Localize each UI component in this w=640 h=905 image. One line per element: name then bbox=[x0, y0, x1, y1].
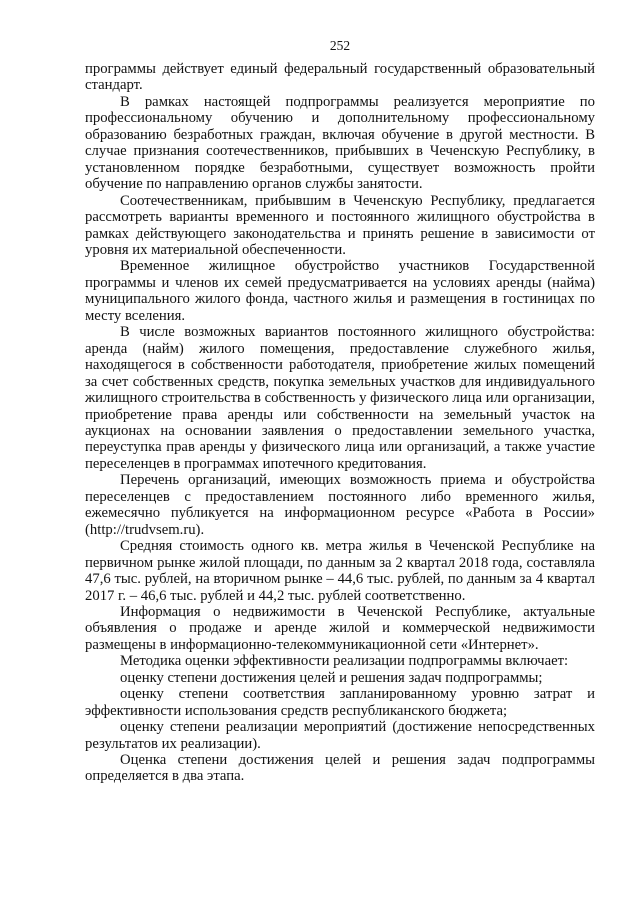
paragraph-method-item-costs: оценку степени соответствия запланированному уровню затрат и эффективности использования средств республиканского бюджета; bbox=[85, 686, 595, 719]
paragraph-organizations-list: Перечень организаций, имеющих возможность приема и обустройства переселенцев с предоставлением постоянного либо временного жилья, ежемесячно публикуется на информационном ресурсе «Работа в России» (http://trudvsem.ru). bbox=[85, 472, 595, 538]
page-number: 252 bbox=[329, 38, 351, 53]
document-page bbox=[85, 38, 595, 785]
paragraph-permanent-housing: В числе возможных вариантов постоянного жилищного обустройства: аренда (найм) жилого помещения, предоставление служебного жилья, находящегося в собственности работодателя, приобретение жилых помещений за счет собственных средств, покупка земельных участков для индивидуального жилищного строительства в собственность у физического лица или организации, приобретение права аренды или собственности на земельный участок на аукционах на основании заявления о предоставлении земельного участка, переуступка прав аренды у физического лица или организаций, а также участие переселенцев в программах ипотечного кредитования. bbox=[85, 324, 595, 472]
paragraph-real-estate-info: Информация о недвижимости в Чеченской Республике, актуальные объявления о продаже и аренде жилой и коммерческой недвижимости размещены в информационно-телекоммуникационной сети «Интернет». bbox=[85, 603, 595, 653]
paragraph-temporary-housing: Временное жилищное обустройство участников Государственной программы и членов их семей предусматривается на условиях аренды (найма) муниципального жилого фонда, частного жилья и размещения в гостиницах по месту вселения. bbox=[85, 258, 595, 324]
paragraph-methodology: Методика оценки эффективности реализации подпрограммы включает: bbox=[120, 653, 569, 670]
paragraph-housing-options: Соотечественникам, прибывшим в Чеченскую Республику, предлагается рассмотреть варианты временного и постоянного жилищного обустройства в рамках действующего законодательства и принять решение в зависимости от уровня их материальной обеспеченности. bbox=[85, 192, 595, 258]
paragraph-method-item-goals: оценку степени достижения целей и решения задач подпрограммы; bbox=[120, 669, 543, 686]
paragraph-vocational-training: В рамках настоящей подпрограммы реализуется мероприятие по профессиональному обучению и дополнительному профессиональному образованию безработных граждан, включая обучение в другой местности. В случае признания соотечественников, прибывших в Чеченскую Республику, в установленном порядке безработными, существует возможность пройти обучение по направлению органов службы занятости. bbox=[85, 93, 595, 193]
paragraph-method-item-activities: оценку степени реализации мероприятий (достижение непосредственных результатов их реализации). bbox=[85, 719, 595, 752]
paragraph-continuation: программы действует единый федеральный государственный образовательный стандарт. bbox=[85, 61, 595, 94]
paragraph-housing-cost: Средняя стоимость одного кв. метра жилья в Чеченской Республике на первичном рынке жилой площади, по данным за 2 квартал 2018 года, составляла 47,6 тыс. рублей, на вторичном рынке – 44,6 тыс. рублей, по данным за 4 квартал 2017 г. – 46,6 тыс. рублей и 44,2 тыс. рублей соответственно. bbox=[85, 538, 595, 604]
paragraph-assessment-stages: Оценка степени достижения целей и решения задач подпрограммы определяется в два этапа. bbox=[85, 752, 595, 785]
